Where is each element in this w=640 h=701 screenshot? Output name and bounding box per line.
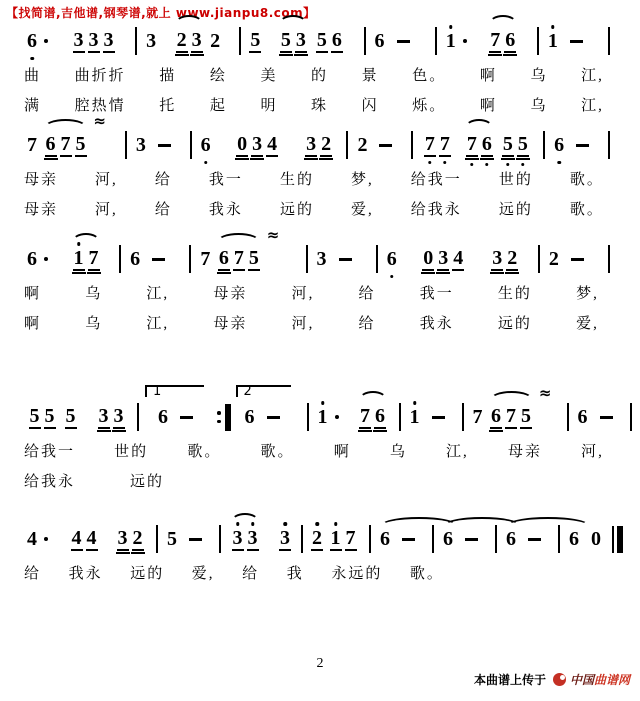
barline bbox=[376, 245, 378, 273]
note-6: 6 bbox=[380, 528, 390, 550]
lyric-syllable: 乌 bbox=[389, 444, 407, 460]
note-1: 1 bbox=[73, 247, 85, 271]
note-5: 5 bbox=[29, 405, 40, 427]
note-6: 6 bbox=[45, 133, 56, 155]
note-4: 4 bbox=[71, 527, 82, 549]
note-3: 3 bbox=[73, 29, 84, 51]
tremolo-icon: ≈ bbox=[93, 112, 105, 130]
lyric-syllable: 世的 bbox=[498, 172, 533, 188]
note-5: 5 bbox=[75, 133, 86, 155]
lyric-syllable: 曲折折 bbox=[74, 68, 126, 84]
barline bbox=[608, 131, 610, 159]
music-system-4 bbox=[24, 384, 616, 490]
note-group bbox=[490, 247, 520, 271]
slurred-note-group bbox=[489, 384, 551, 429]
volta-label: 2 bbox=[243, 384, 252, 399]
lyric-syllable: 河, bbox=[581, 444, 604, 460]
note-6: 6 bbox=[506, 528, 516, 550]
note-3: 3 bbox=[247, 527, 259, 551]
lyrics-row-1 bbox=[24, 282, 599, 302]
note-3: 3 bbox=[117, 527, 128, 549]
low-octave-dot-icon bbox=[443, 161, 447, 165]
low-octave-dot-icon bbox=[204, 161, 208, 165]
lyric-syllable: 母亲 bbox=[213, 316, 248, 332]
note-2: 2 bbox=[210, 30, 221, 52]
low-octave-dot-icon bbox=[390, 275, 394, 279]
lyric-syllable: 托 bbox=[159, 98, 177, 114]
lyric-syllable: 给 bbox=[154, 172, 172, 188]
volta-bracket-2 bbox=[236, 384, 299, 428]
note-2: 2 bbox=[132, 527, 143, 549]
note-7: 7 bbox=[27, 134, 37, 156]
lyrics-row-1 bbox=[24, 440, 604, 460]
lyric-syllable: 歌。 bbox=[569, 202, 604, 218]
dash-continuation bbox=[180, 416, 193, 419]
volta-bracket-1 bbox=[145, 384, 212, 428]
dash-continuation bbox=[570, 40, 583, 43]
low-octave-dot-icon bbox=[521, 163, 525, 167]
dash-continuation bbox=[465, 538, 478, 541]
low-octave-dot-icon bbox=[470, 163, 474, 167]
note-3: 3 bbox=[492, 247, 503, 269]
note-5: 5 bbox=[502, 133, 514, 157]
note-group bbox=[96, 405, 126, 429]
lyric-syllable: 的 bbox=[311, 68, 329, 84]
lyric-syllable: 江, bbox=[146, 286, 170, 302]
footer-credit bbox=[474, 671, 630, 688]
slurred-note-group bbox=[71, 247, 101, 271]
lyric-syllable: 给 bbox=[358, 286, 376, 302]
upload-note-label: 本曲谱上传于 bbox=[473, 673, 546, 687]
note-7: 7 bbox=[233, 247, 244, 269]
note-6: 6 bbox=[569, 528, 579, 550]
dash-continuation bbox=[397, 40, 410, 43]
lyrics-row-1 bbox=[24, 168, 604, 188]
slurred-note-group bbox=[43, 112, 105, 157]
note-7: 7 bbox=[360, 405, 370, 427]
note-3: 3 bbox=[252, 133, 263, 155]
note-group bbox=[115, 527, 145, 551]
note-3: 3 bbox=[103, 29, 114, 51]
barline bbox=[125, 131, 127, 159]
lyric-syllable: 江, bbox=[581, 98, 604, 114]
lyric-syllable: 明 bbox=[260, 98, 278, 114]
lyric-syllable: 起 bbox=[209, 98, 227, 114]
low-octave-dot-icon bbox=[557, 161, 561, 165]
dash-continuation bbox=[379, 144, 392, 147]
lyric-syllable: 给 bbox=[242, 566, 260, 582]
dash-continuation bbox=[267, 416, 280, 419]
note-1: 1 bbox=[317, 406, 329, 428]
lyric-syllable: 腔热情 bbox=[74, 98, 126, 114]
music-system-5 bbox=[24, 512, 616, 582]
lyric-syllable: 给 bbox=[24, 566, 42, 582]
note-3: 3 bbox=[135, 134, 146, 156]
lyric-syllable: 母亲 bbox=[24, 202, 59, 218]
barline bbox=[307, 403, 309, 431]
note-3: 3 bbox=[232, 527, 244, 551]
note-group bbox=[422, 133, 452, 157]
note-7: 7 bbox=[439, 133, 451, 157]
lyric-syllable: 描 bbox=[159, 68, 177, 84]
dotted-note-dot bbox=[44, 39, 48, 43]
lyric-syllable: 景 bbox=[361, 68, 379, 84]
dash-continuation bbox=[152, 258, 165, 261]
dash-continuation bbox=[158, 144, 171, 147]
barline bbox=[537, 27, 539, 55]
dotted-note-dot bbox=[44, 257, 48, 261]
slurred-note-group bbox=[488, 29, 518, 53]
barline bbox=[239, 27, 241, 55]
lyric-syllable: 梦, bbox=[576, 286, 599, 302]
lyric-syllable: 啊 bbox=[479, 68, 497, 84]
note-2: 2 bbox=[321, 133, 332, 155]
note-5: 5 bbox=[280, 29, 291, 51]
barline bbox=[119, 245, 121, 273]
barline bbox=[364, 27, 366, 55]
note-6: 6 bbox=[331, 29, 342, 51]
volta-label: 1 bbox=[153, 384, 162, 399]
high-octave-dot-icon bbox=[413, 401, 417, 405]
note-7: 7 bbox=[466, 133, 478, 157]
low-octave-dot-icon bbox=[30, 57, 34, 61]
note-group bbox=[500, 133, 530, 157]
slurred-note-group bbox=[216, 226, 279, 271]
lyric-syllable: 给 bbox=[358, 316, 376, 332]
high-octave-dot-icon bbox=[283, 522, 287, 526]
lyric-syllable: 歌。 bbox=[409, 566, 444, 582]
note-7: 7 bbox=[200, 248, 211, 270]
lyric-syllable: 啊 bbox=[333, 444, 351, 460]
lyric-syllable: 生的 bbox=[497, 286, 532, 302]
notes-row bbox=[24, 226, 616, 272]
notes-row bbox=[24, 14, 616, 54]
note-3: 3 bbox=[146, 30, 157, 52]
note-4: 4 bbox=[86, 527, 97, 549]
note-5: 5 bbox=[65, 405, 76, 427]
lyric-syllable: 远的 bbox=[498, 202, 533, 218]
barline bbox=[630, 403, 632, 431]
slurred-note-group bbox=[174, 29, 204, 53]
note-3: 3 bbox=[191, 29, 202, 51]
lyric-syllable: 给我一 bbox=[24, 444, 76, 460]
slurred-note-group bbox=[358, 405, 388, 429]
note-0: 0 bbox=[237, 133, 248, 155]
lyric-syllable: 远的 bbox=[130, 566, 165, 582]
low-octave-dot-icon bbox=[428, 161, 432, 165]
lyrics-row-2 bbox=[24, 198, 604, 218]
lyric-syllable: 乌 bbox=[85, 286, 103, 302]
lyric-syllable: 永远的 bbox=[331, 566, 383, 582]
note-3: 3 bbox=[88, 29, 99, 51]
music-system-2 bbox=[24, 112, 616, 218]
lyrics-row-1 bbox=[24, 64, 604, 84]
lyric-syllable: 母亲 bbox=[213, 286, 248, 302]
note-6: 6 bbox=[491, 405, 501, 427]
lyric-syllable: 生的 bbox=[279, 172, 314, 188]
barline bbox=[346, 131, 348, 159]
high-octave-dot-icon bbox=[251, 522, 255, 526]
lyric-syllable: 河, bbox=[291, 316, 315, 332]
high-octave-dot-icon bbox=[236, 522, 240, 526]
note-4: 4 bbox=[267, 133, 278, 155]
lyric-syllable: 爱, bbox=[350, 202, 374, 218]
lyric-syllable: 江, bbox=[581, 68, 604, 84]
barline bbox=[306, 245, 308, 273]
slurred-note-group bbox=[464, 133, 494, 157]
barline bbox=[137, 403, 139, 431]
lyric-syllable: 给我永 bbox=[24, 474, 76, 490]
note-6: 6 bbox=[244, 406, 255, 428]
lyric-syllable: 远的 bbox=[129, 474, 164, 490]
note-1: 1 bbox=[409, 406, 421, 428]
barline bbox=[462, 403, 464, 431]
note-group bbox=[328, 527, 358, 551]
lyric-syllable: 河, bbox=[95, 172, 118, 188]
lyrics-row-2 bbox=[24, 470, 164, 490]
jianpu8-watermark-text: 【找简谱,吉他谱,钢琴谱,就上 www.jianpu8.com】 bbox=[6, 6, 316, 20]
lyric-syllable: 我 bbox=[286, 566, 304, 582]
note-6: 6 bbox=[27, 248, 37, 270]
dash-continuation bbox=[432, 416, 445, 419]
note-7: 7 bbox=[60, 133, 71, 155]
lyric-syllable: 爱, bbox=[191, 566, 215, 582]
note-group bbox=[27, 405, 57, 429]
note-6: 6 bbox=[505, 29, 516, 51]
note-7: 7 bbox=[490, 29, 501, 51]
barline bbox=[156, 525, 158, 553]
music-system-1 bbox=[24, 14, 616, 114]
note-7: 7 bbox=[472, 406, 483, 428]
lyric-syllable: 歌。 bbox=[187, 444, 222, 460]
barline bbox=[190, 131, 192, 159]
note-7: 7 bbox=[88, 247, 99, 269]
note-3: 3 bbox=[295, 29, 306, 51]
zhongguo-qupu-logo-icon bbox=[553, 673, 566, 686]
lyric-syllable: 啊 bbox=[479, 98, 497, 114]
note-3: 3 bbox=[98, 405, 109, 427]
lyric-syllable: 远的 bbox=[497, 316, 532, 332]
lyric-syllable: 河, bbox=[291, 286, 315, 302]
note-group bbox=[235, 133, 280, 157]
note-3: 3 bbox=[316, 248, 327, 270]
slurred-note-group bbox=[278, 29, 308, 53]
note-5: 5 bbox=[250, 29, 261, 51]
note-group bbox=[63, 405, 78, 429]
lyric-syllable: 闪 bbox=[361, 98, 379, 114]
note-5: 5 bbox=[316, 29, 327, 51]
lyric-syllable: 乌 bbox=[530, 98, 548, 114]
note-6: 6 bbox=[26, 30, 38, 52]
note-3: 3 bbox=[438, 247, 449, 269]
barline bbox=[608, 27, 610, 55]
lyric-syllable: 色。 bbox=[412, 68, 447, 84]
dash-continuation bbox=[339, 258, 352, 261]
note-7: 7 bbox=[424, 133, 436, 157]
note-5: 5 bbox=[44, 405, 55, 427]
lyric-syllable: 烁。 bbox=[412, 98, 447, 114]
note-6: 6 bbox=[386, 248, 398, 270]
barline bbox=[219, 525, 221, 553]
note-1: 1 bbox=[445, 30, 457, 52]
dash-continuation bbox=[576, 144, 589, 147]
note-6: 6 bbox=[200, 134, 212, 156]
note-2: 2 bbox=[357, 134, 368, 156]
tremolo-icon: ≈ bbox=[538, 384, 551, 402]
barline bbox=[567, 403, 569, 431]
barline bbox=[543, 131, 545, 159]
note-3: 3 bbox=[279, 527, 291, 551]
dash-continuation bbox=[189, 538, 202, 541]
barline bbox=[411, 131, 413, 159]
dash-continuation bbox=[528, 538, 541, 541]
note-0: 0 bbox=[591, 528, 601, 550]
high-octave-dot-icon bbox=[321, 401, 325, 405]
lyric-syllable: 梦, bbox=[350, 172, 374, 188]
note-6: 6 bbox=[218, 247, 229, 269]
lyric-syllable: 母亲 bbox=[24, 172, 59, 188]
barline bbox=[369, 525, 371, 553]
lyric-syllable: 我永 bbox=[68, 566, 103, 582]
lyric-syllable: 河, bbox=[95, 202, 118, 218]
music-system-3 bbox=[24, 226, 616, 332]
note-group bbox=[421, 247, 466, 271]
site-name-prefix: 中国 bbox=[569, 673, 594, 687]
note-6: 6 bbox=[158, 406, 168, 428]
lyric-syllable: 江, bbox=[146, 316, 170, 332]
lyric-syllable: 给 bbox=[154, 202, 172, 218]
barline bbox=[135, 27, 137, 55]
high-octave-dot-icon bbox=[315, 522, 319, 526]
barline bbox=[301, 525, 303, 553]
high-octave-dot-icon bbox=[449, 25, 453, 29]
note-4: 4 bbox=[453, 247, 464, 269]
lyric-syllable: 我一 bbox=[419, 286, 454, 302]
lyrics-row-2 bbox=[24, 312, 599, 332]
lyrics-row-1 bbox=[24, 562, 444, 582]
lyric-syllable: 我永 bbox=[419, 316, 454, 332]
lyric-syllable: 歌。 bbox=[569, 172, 604, 188]
note-3: 3 bbox=[113, 405, 124, 427]
page-number: 2 bbox=[316, 656, 324, 671]
dotted-note-dot bbox=[44, 537, 48, 541]
note-2: 2 bbox=[311, 527, 323, 551]
lyric-syllable: 我永 bbox=[208, 202, 243, 218]
dash-continuation bbox=[600, 416, 613, 419]
barline bbox=[538, 245, 540, 273]
note-5: 5 bbox=[517, 133, 529, 157]
note-2: 2 bbox=[176, 29, 187, 51]
barline bbox=[435, 27, 437, 55]
note-2: 2 bbox=[548, 248, 559, 270]
lyric-syllable: 歌。 bbox=[260, 444, 295, 460]
lyric-syllable: 我一 bbox=[208, 172, 243, 188]
lyric-syllable: 母亲 bbox=[507, 444, 542, 460]
slurred-note-group bbox=[230, 527, 260, 551]
low-octave-dot-icon bbox=[485, 163, 489, 167]
lyric-syllable: 乌 bbox=[530, 68, 548, 84]
note-group bbox=[71, 29, 116, 53]
final-barline bbox=[612, 526, 623, 553]
dash-continuation bbox=[571, 258, 584, 261]
lyric-syllable: 啊 bbox=[24, 286, 42, 302]
note-5: 5 bbox=[521, 405, 531, 427]
lyric-syllable: 曲 bbox=[24, 68, 42, 84]
note-7: 7 bbox=[345, 527, 356, 549]
note-group bbox=[304, 133, 334, 157]
notes-row bbox=[24, 112, 616, 158]
lyric-syllable: 爱, bbox=[576, 316, 599, 332]
repeat-end-barline bbox=[217, 404, 231, 431]
high-octave-dot-icon bbox=[334, 522, 338, 526]
lyric-syllable: 乌 bbox=[85, 316, 103, 332]
note-group bbox=[69, 527, 99, 551]
barline bbox=[399, 403, 401, 431]
lyric-syllable: 满 bbox=[24, 98, 42, 114]
dash-continuation bbox=[402, 538, 415, 541]
tremolo-icon: ≈ bbox=[266, 226, 279, 244]
high-octave-dot-icon bbox=[77, 242, 81, 246]
note-6: 6 bbox=[375, 405, 385, 427]
notes-row bbox=[24, 384, 616, 430]
note-1: 1 bbox=[330, 527, 342, 551]
note-6: 6 bbox=[481, 133, 493, 157]
note-6: 6 bbox=[553, 134, 565, 156]
lyric-syllable: 远的 bbox=[279, 202, 314, 218]
note-6: 6 bbox=[130, 248, 141, 270]
lyric-syllable: 世的 bbox=[114, 444, 149, 460]
notes-row bbox=[24, 512, 616, 552]
note-5: 5 bbox=[167, 528, 177, 550]
dotted-note-dot bbox=[463, 39, 467, 43]
site-name-suffix: 曲谱网 bbox=[593, 673, 630, 687]
barline bbox=[189, 245, 191, 273]
lyric-syllable: 给我永 bbox=[410, 202, 462, 218]
note-6: 6 bbox=[443, 528, 453, 550]
note-1: 1 bbox=[547, 30, 559, 52]
dotted-note-dot bbox=[335, 415, 339, 419]
note-6: 6 bbox=[374, 30, 385, 52]
note-5: 5 bbox=[248, 247, 259, 269]
note-0: 0 bbox=[423, 247, 434, 269]
note-6: 6 bbox=[577, 406, 588, 428]
note-7: 7 bbox=[506, 405, 516, 427]
high-octave-dot-icon bbox=[551, 25, 555, 29]
lyric-syllable: 美 bbox=[260, 68, 278, 84]
note-2: 2 bbox=[507, 247, 518, 269]
note-4: 4 bbox=[27, 528, 37, 550]
note-group bbox=[314, 29, 344, 53]
barline bbox=[608, 245, 610, 273]
lyric-syllable: 江, bbox=[446, 444, 469, 460]
note-3: 3 bbox=[306, 133, 317, 155]
lyrics-row-2 bbox=[24, 94, 604, 114]
lyric-syllable: 给我一 bbox=[410, 172, 462, 188]
lyric-syllable: 珠 bbox=[311, 98, 329, 114]
lyric-syllable: 绘 bbox=[209, 68, 227, 84]
low-octave-dot-icon bbox=[506, 163, 510, 167]
lyric-syllable: 啊 bbox=[24, 316, 42, 332]
